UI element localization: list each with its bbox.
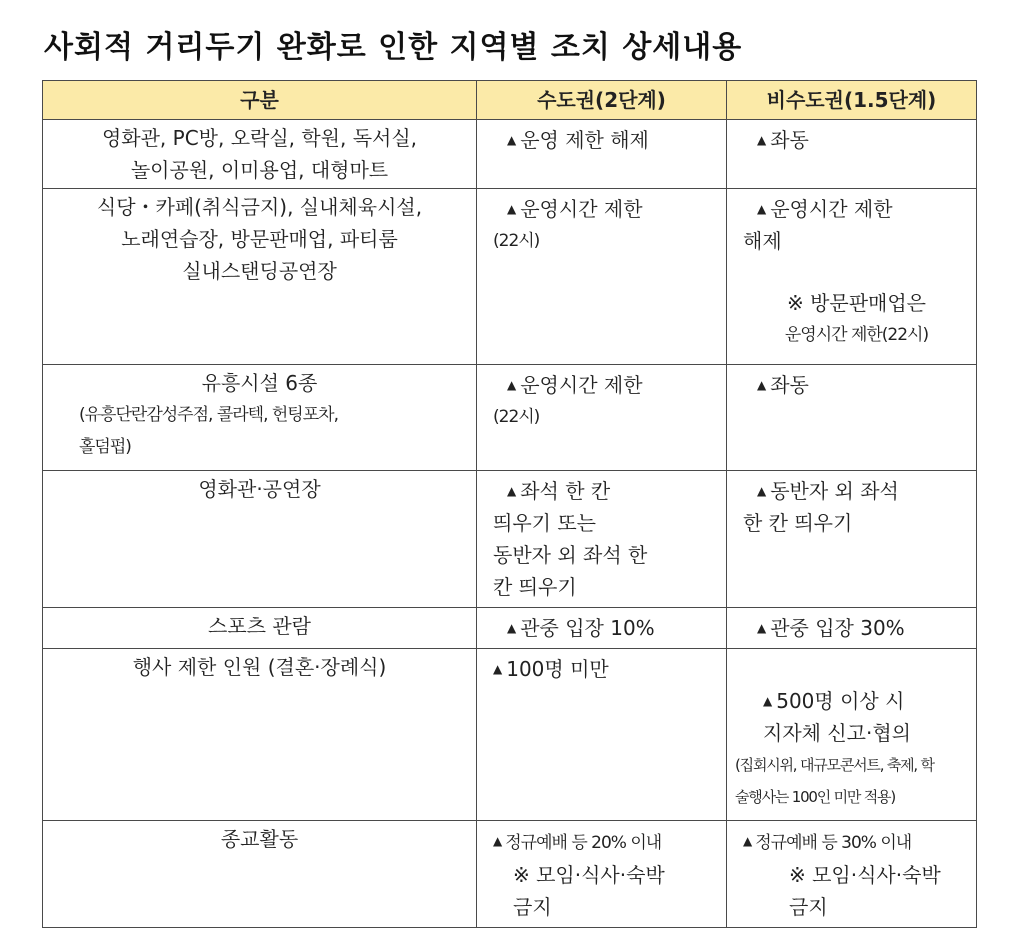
noncapital-cell: ▲ 정규예배 등 30% 이내 ※ 모임·식사·숙박 금지 <box>727 821 977 928</box>
category-cell: 식당・카페(취식금지), 실내체육시설, 노래연습장, 방문판매업, 파티룸 실내스탠딩공연장 <box>43 189 477 365</box>
triangle-marker-icon: ▲ <box>757 202 767 216</box>
triangle-marker-icon: ▲ <box>507 484 517 498</box>
capital-cell: ▲ 운영시간 제한 (22시) <box>477 365 727 471</box>
triangle-marker-icon: ▲ <box>493 662 503 676</box>
category-cell: 스포츠 관람 <box>43 608 477 649</box>
noncapital-cell: ▲ 500명 이상 시 지자체 신고·협의 (집회시위, 대규모콘서트, 축제, 학 술행사는 100인 미만 적용) <box>727 649 977 821</box>
triangle-marker-icon: ▲ <box>757 378 767 392</box>
capital-cell: ▲ 정규예배 등 20% 이내 ※ 모임·식사·숙박 금지 <box>477 821 727 928</box>
triangle-marker-icon: ▲ <box>507 621 517 635</box>
capital-cell: ▲ 관중 입장 10% <box>477 608 727 649</box>
header-capital: 수도권(2단계) <box>477 81 727 120</box>
noncapital-cell: ▲ 좌동 <box>727 120 977 189</box>
triangle-marker-icon: ▲ <box>507 378 517 392</box>
triangle-marker-icon: ▲ <box>743 834 752 848</box>
category-cell: 영화관·공연장 <box>43 471 477 608</box>
table-row <box>43 649 977 821</box>
triangle-marker-icon: ▲ <box>757 621 767 635</box>
category-cell: 종교활동 <box>43 821 477 928</box>
capital-cell: ▲ 좌석 한 칸 띄우기 또는 동반자 외 좌석 한 칸 띄우기 <box>477 471 727 608</box>
table-row <box>43 608 977 649</box>
table-row <box>43 189 977 365</box>
category-cell: 행사 제한 인원 (결혼·장례식) <box>43 649 477 821</box>
category-cell: 유흥시설 6종 (유흥단란감성주점, 콜라텍, 헌팅포차, 홀덤펍) <box>43 365 477 471</box>
capital-cell: ▲ 운영시간 제한 (22시) <box>477 189 727 365</box>
category-cell: 영화관, PC방, 오락실, 학원, 독서실, 놀이공원, 이미용업, 대형마트 <box>43 120 477 189</box>
measures-table <box>42 80 977 928</box>
noncapital-cell: ▲ 좌동 <box>727 365 977 471</box>
page-title: 사회적 거리두기 완화로 인한 지역별 조치 상세내용 <box>44 30 743 65</box>
triangle-marker-icon: ▲ <box>757 133 767 147</box>
capital-cell: ▲ 100명 미만 <box>477 649 727 821</box>
noncapital-cell: ▲ 운영시간 제한 해제 ※ 방문판매업은 운영시간 제한(22시) <box>727 189 977 365</box>
table-row <box>43 365 977 471</box>
noncapital-cell: ▲ 동반자 외 좌석 한 칸 띄우기 <box>727 471 977 608</box>
noncapital-cell: ▲ 관중 입장 30% <box>727 608 977 649</box>
capital-cell: ▲ 운영 제한 해제 <box>477 120 727 189</box>
table-row <box>43 120 977 189</box>
triangle-marker-icon: ▲ <box>493 834 502 848</box>
table-header-row <box>43 81 977 120</box>
triangle-marker-icon: ▲ <box>507 133 517 147</box>
table-row <box>43 821 977 928</box>
table-row <box>43 471 977 608</box>
header-category: 구분 <box>43 81 477 120</box>
triangle-marker-icon: ▲ <box>757 484 767 498</box>
triangle-marker-icon: ▲ <box>763 694 773 708</box>
header-noncapital: 비수도권(1.5단계) <box>727 81 977 120</box>
triangle-marker-icon: ▲ <box>507 202 517 216</box>
